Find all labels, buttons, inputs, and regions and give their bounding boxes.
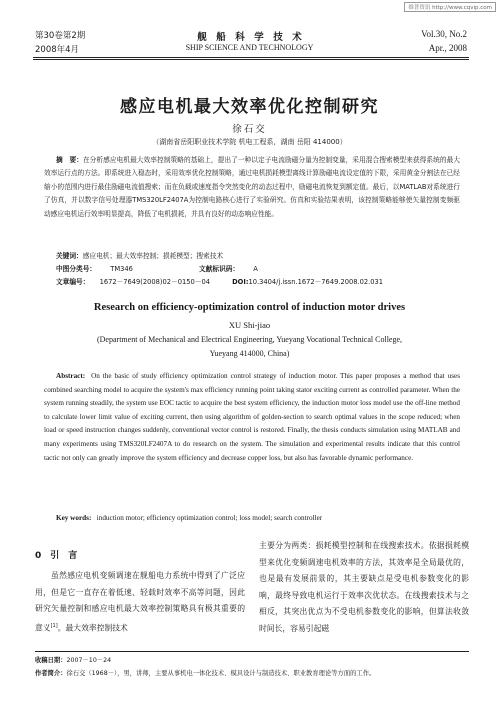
date-en: Apr., 2008: [428, 43, 467, 53]
author-cn: 徐石交: [232, 124, 267, 135]
body-left-column: [35, 568, 245, 637]
citation-ref: [1]: [50, 622, 58, 629]
received-value: 2007－10－24: [66, 657, 112, 664]
date-cn: 2008年4月: [35, 45, 80, 55]
keywords-en: [56, 512, 460, 526]
author-bio-label: 作者简介：: [35, 670, 67, 677]
affiliation-en-line1: (Department of Mechanical and Electrical Engineering, Yueyang Vocational Technical College,: [96, 335, 403, 344]
abstract-en-text: On the basic of study efficiency optimization control strategy of induction motor. This paper proposes a method that uses combined searching model to acquire the system's max efficiency running point taking stator exciting current as controlled parameter. When the system running steadily, the system use EOC tactic to acquire the best system efficiency, the induction motor loss model use the off-line method to calculate lower limit value of exciting current, then using algorithm of golden-section to search optimal values in the scope reduced; when load or speed instruction changes suddenly, conventional vector control is restored. Finally, the thesis conducts simulation using MATLAB and many experiments using TMS320LF2407A to do research on the system. The simulation and experimental results indicate that this control tactic not only can greatly improve the system efficiency and decrease copper loss, but also has favorable dynamic performance.: [44, 372, 460, 462]
abstract-en: [44, 370, 460, 465]
doi-label: DOI:: [232, 278, 249, 286]
author-bio-value: 徐石交（1968－），男，讲师，主要从事机电一体化技术、模具设计与制造技术、职业教育理论等方面的工作。: [66, 670, 376, 677]
header-rule-2: [33, 59, 469, 60]
footnote-author: [35, 668, 475, 680]
keywords-en-text: induction motor; efficiency optimization control; loss model; search controller: [96, 514, 323, 522]
body-left-text: 虽然感应电机变频调速在舰船电力系统中得到了广泛应用，但是它一直存在着低速、轻载时效率不高等问题，因此研究矢量控制和感应电机最大效率控制策略具有极其重要的意义: [35, 571, 245, 633]
classification-line: [56, 263, 460, 276]
journal-title-cn: 舰 船 科 学 技 术: [197, 32, 302, 43]
body-right-column: 主要分为两类：损耗模型控制和在线搜索技术。依据损耗模型来优化变频调速电机效率的方法，其效率是全局最优的，也是最有发展前景的，其主要缺点是受电机参数变化的影响，最终导致电机运行于效率次优状态。在线搜索技术与之相反，其突出优点为不受电机参数变化的影响，但算法收敛时间长，容易引起磁: [259, 541, 469, 633]
paper-title-en: Research on efficiency-optimization control of induction motor drives: [93, 302, 406, 313]
doc-code-label: 文献标识码：: [199, 265, 240, 273]
affiliation-cn: （湖南省岳阳职业技术学院 机电工程系，湖南 岳阳 414000）: [152, 138, 347, 146]
watermark: 维普资讯 http://www.cqvip.com: [404, 2, 496, 12]
section-heading: 0 引 言: [35, 551, 78, 561]
keywords-cn-text: 感应电机；最大效率控制；损耗模型；搜索技术: [82, 252, 224, 260]
volume-cn: 第30卷第2期: [35, 31, 86, 41]
abstract-en-label: Abstract:: [56, 372, 86, 380]
keywords-cn: [56, 250, 460, 263]
article-no-label: 文章编号：: [56, 278, 90, 286]
clc-label: 中图分类号：: [56, 265, 97, 273]
volume-en: Vol.30, No.2: [421, 29, 467, 39]
abstract-cn-label: 摘 要：: [56, 156, 83, 164]
header-rule: [33, 57, 469, 58]
affiliation-en-line2: Yueyang 414000, China): [209, 349, 290, 358]
clc-value: TM346: [110, 265, 133, 273]
abstract-cn-text: 在分析感应电机最大效率控制策略的基础上，提出了一种以定子电流励磁分量为控制变量，采用混合搜索模型来获得系统的最大效率运行点的方法。即系统进入稳态时，采用效率优化控制策略，通过电机损耗模型离线计算励磁电流设定值的下限，采用黄金分割法在已经缩小的范围内进行最佳励磁电流值搜索；而在负载或速度指令突然变化的动态过程中，励磁电流恢复到额定值。最后，以MATLAB对系统进行了仿真，并以数字信号处理器TMS320LF2407A为控制电路核心进行了实验研究。仿真和实验结果表明，该控制策略能够使矢量控制变频驱动感应电机运行效率明显提高，降低了电机损耗，并具有良好的动态响应性能。: [44, 156, 460, 218]
footnote-received: [35, 655, 111, 667]
article-number-line: [56, 276, 466, 289]
article-no-value: 1672－7649(2008)02－0150－04: [99, 278, 210, 286]
abstract-cn: [44, 154, 460, 221]
doc-code-value: A: [253, 265, 258, 273]
keywords-en-label: Key words:: [56, 514, 92, 522]
footnote-rule: [35, 651, 469, 652]
paper-title-cn: 感应电机最大效率优化控制研究: [120, 97, 379, 117]
received-label: 收稿日期：: [35, 657, 67, 664]
doi-value: 10.3404/j.issn.1672－7649.2008.02.031: [248, 278, 383, 286]
body-left-tail: 。最大效率控制技术: [57, 623, 128, 633]
author-en: XU Shi-jiao: [228, 320, 271, 330]
journal-title-en: SHIP SCIENCE AND TECHNOLOGY: [185, 43, 314, 52]
keywords-cn-label: 关键词：: [56, 252, 83, 260]
